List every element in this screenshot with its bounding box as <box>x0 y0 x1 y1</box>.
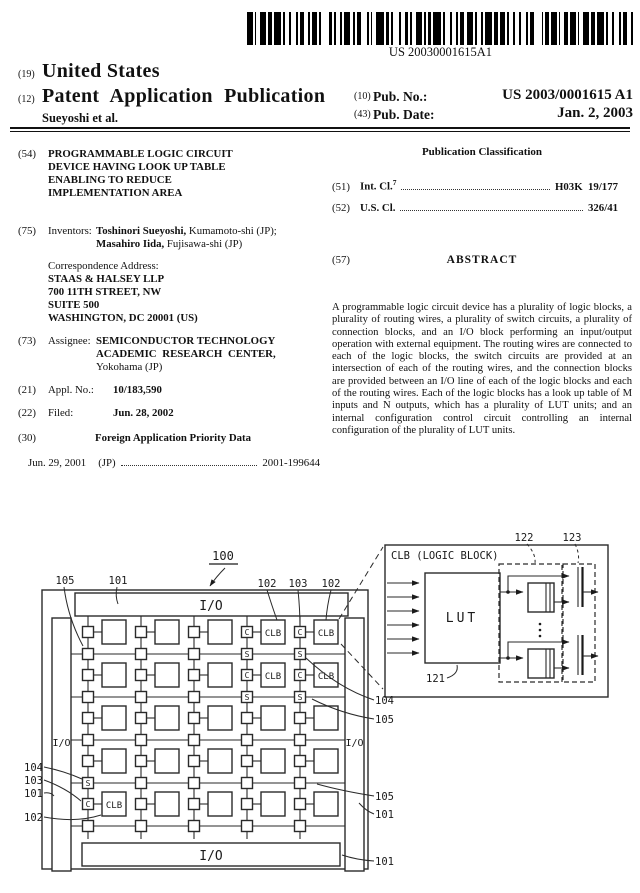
connection-box <box>295 713 306 724</box>
barcode-bar <box>467 12 473 45</box>
io-label-bottom: I/O <box>199 849 223 864</box>
ref-code-22: (22) <box>18 407 36 419</box>
barcode-bar <box>329 12 333 45</box>
connection-box <box>136 713 147 724</box>
pub-date-value: Jan. 2, 2003 <box>557 105 633 121</box>
pub-date-label: Pub. Date: <box>373 107 435 122</box>
clb-block-label: CLB <box>105 801 123 811</box>
ref-label-104: 104 <box>375 695 394 707</box>
logic-block <box>314 749 338 773</box>
barcode-bar <box>507 12 509 45</box>
connection-box <box>295 756 306 767</box>
logic-block <box>208 663 232 687</box>
priority-country: (JP) <box>98 457 116 469</box>
connection-box <box>136 627 147 638</box>
ref-code-57: (57) <box>332 254 350 266</box>
barcode-bar <box>371 12 373 45</box>
pub-no-value: US 2003/0001615 A1 <box>502 87 633 103</box>
ref-label-122: 122 <box>514 532 534 544</box>
logic-block <box>261 749 285 773</box>
switch-box <box>189 692 200 703</box>
barcode-bar <box>551 12 557 45</box>
barcode-bar <box>583 12 589 45</box>
logic-block <box>155 663 179 687</box>
barcode-bar <box>260 12 266 45</box>
connection-box <box>242 799 253 810</box>
barcode-bar <box>631 12 633 45</box>
lut-label: LUT <box>445 611 479 626</box>
barcode-bar <box>564 12 568 45</box>
switch-box <box>83 821 94 832</box>
switch-box <box>242 735 253 746</box>
barcode-bar <box>376 12 384 45</box>
bibliographic-column <box>18 148 322 478</box>
inventor-2-loc: Fujisawa-shi (JP) <box>164 238 243 250</box>
io-label-right: I/O <box>345 738 364 749</box>
ref-label-102: 102 <box>257 578 277 590</box>
inventor-1-name: Toshinori Sueyoshi, <box>96 225 187 237</box>
barcode-bar <box>300 12 304 45</box>
ref-label-102: 102 <box>321 578 341 590</box>
barcode-bar <box>450 12 452 45</box>
logic-block <box>314 706 338 730</box>
barcode-bar <box>296 12 298 45</box>
ref-code-73: (73) <box>18 335 36 347</box>
ref-label-103: 103 <box>24 775 43 787</box>
barcode-bar <box>386 12 390 45</box>
barcode-bar <box>519 12 521 45</box>
logic-block <box>155 706 179 730</box>
patent-figure <box>0 530 640 893</box>
switch-box <box>136 692 147 703</box>
correspondence-block <box>48 260 278 325</box>
ref-label-123: 123 <box>562 532 582 544</box>
connection-box <box>189 756 200 767</box>
ref-code-10: (10) <box>354 91 371 102</box>
connection-box-label: C <box>297 671 303 680</box>
connection-box <box>295 799 306 810</box>
abstract-text: A programmable logic circuit device has a plurality of logic blocks, a plurality of routing wires, a plurality of switch circuits, a plurality of connection blocks, and an I/O block performing an input/output operation with external equipment. The routing wires are connected to each of the logic blocks, the switch circuits are provided at an intersection of each of the routing wires, and the connection blocks are provided between an I/O line of each of the logic blocks and each of the routing wires. Each of the logic blocks has a look up table of M inputs and N outputs, which has a plurality of LUT units; and an internal configuration control circuit controlling an internal configuration of the plurality of LUT units. <box>332 302 632 436</box>
switch-box-label: S <box>85 779 91 788</box>
logic-block <box>102 706 126 730</box>
barcode-bar <box>526 12 528 45</box>
dot-leader <box>400 210 583 211</box>
switch-box <box>295 821 306 832</box>
switch-box <box>83 735 94 746</box>
barcode-bar <box>433 12 441 45</box>
connection-box-label: C <box>297 628 303 637</box>
connection-box <box>136 670 147 681</box>
ref-code-52: (52) <box>332 202 350 214</box>
ref-code-54: (54) <box>18 148 36 160</box>
filed-value: Jun. 28, 2002 <box>113 407 174 419</box>
dot-leader <box>121 465 258 466</box>
clb-block-label: CLB <box>317 629 335 639</box>
barcode-bar <box>591 12 595 45</box>
ref-code-75: (75) <box>18 225 36 237</box>
abstract-heading: ABSTRACT <box>446 254 518 266</box>
logic-block <box>155 792 179 816</box>
barcode-bar <box>485 12 493 45</box>
barcode-bar <box>578 12 580 45</box>
connection-box <box>189 799 200 810</box>
assignee-location: Yokohama (JP) <box>96 361 163 373</box>
barcode <box>247 12 634 45</box>
barcode-bar <box>416 12 422 45</box>
inventors-value <box>96 225 282 251</box>
barcode-bar <box>410 12 412 45</box>
priority-row <box>28 457 320 470</box>
clb-detail-title: CLB (LOGIC BLOCK) <box>391 550 499 562</box>
io-label-left: I/O <box>52 738 71 749</box>
connection-box <box>136 756 147 767</box>
barcode-bar <box>255 12 257 45</box>
connection-box <box>83 756 94 767</box>
ref-label-101: 101 <box>375 809 394 821</box>
dot-leader <box>401 189 550 190</box>
correspondence-line: SUITE 500 <box>48 299 100 311</box>
uscl-label: U.S. Cl. <box>360 202 396 214</box>
ref-label-105: 105 <box>375 791 394 803</box>
appl-no-value: 10/183,590 <box>113 384 162 396</box>
barcode-number: US 20030001615A1 <box>388 45 493 59</box>
ref-label-104: 104 <box>24 762 43 774</box>
barcode-bar <box>319 12 321 45</box>
switch-box-label: S <box>297 650 303 659</box>
barcode-bar <box>247 12 253 45</box>
connection-box <box>83 670 94 681</box>
barcode-bar <box>274 12 282 45</box>
ref-code-12: (12) <box>18 94 35 105</box>
ref-code-19: (19) <box>18 69 35 80</box>
logic-block <box>208 792 232 816</box>
correspondence-line: WASHINGTON, DC 20001 (US) <box>48 312 198 324</box>
priority-date: Jun. 29, 2001 <box>28 457 87 469</box>
inventor-1-loc: Kumamoto-shi (JP); <box>186 225 277 237</box>
switch-box <box>83 692 94 703</box>
ref-label-105: 105 <box>55 575 75 587</box>
switch-box <box>136 821 147 832</box>
logic-block <box>208 620 232 644</box>
ellipsis-dots <box>539 623 542 638</box>
switch-box-label: S <box>244 650 250 659</box>
connection-box <box>189 670 200 681</box>
switch-box-label: S <box>297 693 303 702</box>
logic-block <box>314 792 338 816</box>
barcode-bar <box>428 12 432 45</box>
assignee-name: SEMICONDUCTOR TECHNOLOGY <box>96 335 276 347</box>
logic-block <box>102 749 126 773</box>
connection-box <box>242 713 253 724</box>
connection-box <box>242 756 253 767</box>
barcode-bar <box>353 12 355 45</box>
barcode-bar <box>424 12 426 45</box>
barcode-bar <box>308 12 310 45</box>
barcode-bar <box>475 12 477 45</box>
barcode-bar <box>456 12 458 45</box>
ref-label-101: 101 <box>375 856 394 868</box>
intcl-label: Int. Cl.$^7$ <box>360 178 397 193</box>
priority-number: 2001-199644 <box>262 457 320 469</box>
inventors-label: Inventors: <box>48 225 92 237</box>
connection-box <box>136 799 147 810</box>
publication-kind: Patent Application Publication <box>42 85 326 107</box>
logic-block <box>261 706 285 730</box>
clb-block-label: CLB <box>264 629 282 639</box>
switch-box <box>189 735 200 746</box>
barcode-bar <box>513 12 515 45</box>
switch-box <box>295 735 306 746</box>
invention-title: PROGRAMMABLE LOGIC CIRCUIT DEVICE HAVING LOOK UP TABLE ENABLING TO REDUCE IMPLEMENTATION AREA <box>48 148 233 199</box>
barcode-bar <box>340 12 342 45</box>
connection-box <box>189 627 200 638</box>
barcode-bar <box>494 12 498 45</box>
priority-heading: Foreign Application Priority Data <box>94 432 252 444</box>
barcode-bar <box>391 12 393 45</box>
switch-box-label: S <box>244 693 250 702</box>
barcode-bar <box>357 12 361 45</box>
barcode-bar <box>530 12 534 45</box>
switch-box <box>189 649 200 660</box>
country-name: United States <box>42 60 160 82</box>
ref-label-105: 105 <box>375 714 394 726</box>
ref-label-101: 101 <box>24 788 43 800</box>
classification-heading: Publication Classification <box>421 146 543 158</box>
inventor-2-name: Masahiro Iida, <box>96 238 165 250</box>
connection-box <box>83 713 94 724</box>
connection-box-label: C <box>85 800 91 809</box>
connection-box-label: C <box>244 628 250 637</box>
barcode-bar <box>559 12 561 45</box>
switch-box <box>295 778 306 789</box>
assignee-name: ACADEMIC RESEARCH CENTER, <box>96 348 276 360</box>
barcode-bar <box>545 12 549 45</box>
switch-box <box>242 821 253 832</box>
barcode-bar <box>289 12 291 45</box>
logic-block <box>102 663 126 687</box>
barcode-bar <box>542 12 544 45</box>
connection-box <box>83 627 94 638</box>
barcode-bar <box>283 12 285 45</box>
ref-label-100: 100 <box>212 549 234 563</box>
correspondence-line: STAAS & HALSEY LLP <box>48 273 165 285</box>
barcode-bar <box>623 12 627 45</box>
connection-box-label: C <box>244 671 250 680</box>
clb-block-label: CLB <box>317 672 335 682</box>
barcode-bar <box>460 12 464 45</box>
barcode-bar <box>312 12 318 45</box>
barcode-bar <box>619 12 621 45</box>
correspondence-line: 700 11TH STREET, NW <box>48 286 162 298</box>
switch-box <box>242 778 253 789</box>
switch-box <box>189 821 200 832</box>
barcode-bar <box>500 12 506 45</box>
barcode-bar <box>367 12 369 45</box>
io-label-top: I/O <box>199 599 223 614</box>
barcode-bar <box>443 12 445 45</box>
barcode-bar <box>405 12 409 45</box>
barcode-bar <box>481 12 483 45</box>
appl-no-label: Appl. No.: <box>48 384 94 396</box>
logic-block <box>155 749 179 773</box>
ref-label-103: 103 <box>288 578 308 590</box>
logic-block <box>208 706 232 730</box>
assignee-value <box>96 335 296 374</box>
barcode-bar <box>399 12 401 45</box>
classification-column <box>332 146 632 436</box>
uscl-value: 326/41 <box>588 202 618 214</box>
logic-block <box>261 792 285 816</box>
switch-box <box>136 649 147 660</box>
ref-label-101: 101 <box>108 575 128 587</box>
barcode-bar <box>597 12 605 45</box>
ref-code-30: (30) <box>18 432 36 444</box>
ref-code-43: (43) <box>354 109 371 120</box>
barcode-bar <box>334 12 336 45</box>
header-rule <box>10 127 630 132</box>
applicant-name: Sueyoshi et al. <box>42 111 119 125</box>
switch-box <box>83 649 94 660</box>
barcode-bar <box>344 12 350 45</box>
logic-block <box>102 620 126 644</box>
logic-block <box>155 620 179 644</box>
barcode-bar <box>612 12 614 45</box>
pub-no-label: Pub. No.: <box>373 89 428 104</box>
ref-code-21: (21) <box>18 384 36 396</box>
switch-box <box>189 778 200 789</box>
clb-block-label: CLB <box>264 672 282 682</box>
ref-label-102: 102 <box>24 812 43 824</box>
barcode-bar <box>268 12 272 45</box>
barcode-bar <box>606 12 608 45</box>
barcode-bar <box>570 12 576 45</box>
correspondence-label: Correspondence Address: <box>48 260 159 272</box>
assignee-label: Assignee: <box>48 335 91 347</box>
switch-box <box>136 778 147 789</box>
logic-block <box>208 749 232 773</box>
connection-box <box>189 713 200 724</box>
ref-code-51: (51) <box>332 180 350 193</box>
intcl-value: H03K 19/177 <box>555 180 618 193</box>
filed-label: Filed: <box>48 407 74 419</box>
ref-label-121: 121 <box>426 673 445 685</box>
switch-box <box>136 735 147 746</box>
